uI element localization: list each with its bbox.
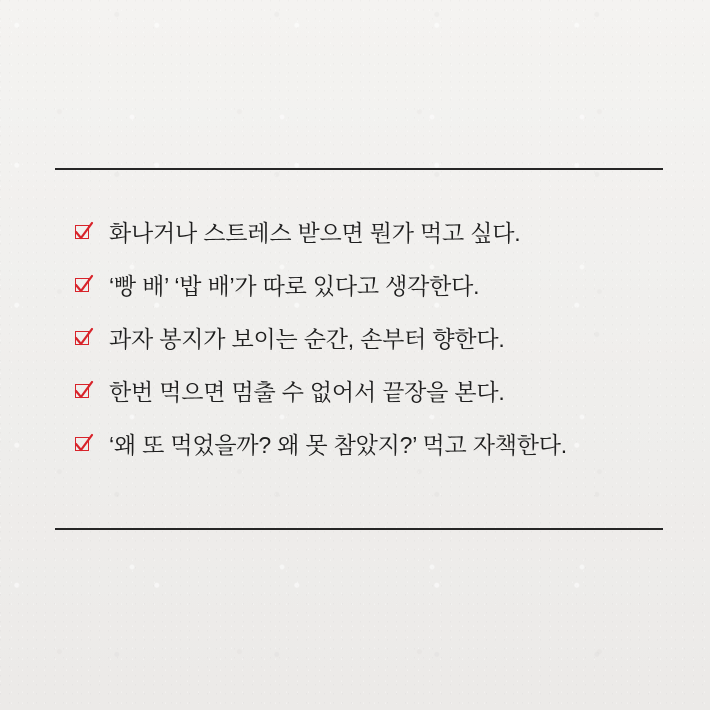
checkbox-checked-icon[interactable] bbox=[75, 278, 91, 294]
check-mark-icon bbox=[74, 221, 94, 243]
check-mark-icon bbox=[74, 380, 94, 402]
list-item[interactable] bbox=[75, 218, 675, 271]
list-item-label: ‘왜 또 먹었을까? 왜 못 참았지?’ 먹고 자책한다. bbox=[109, 432, 567, 458]
top-divider-wrap bbox=[55, 168, 663, 170]
check-mark-icon bbox=[74, 433, 94, 455]
top-divider bbox=[55, 168, 663, 170]
checkbox-checked-icon[interactable] bbox=[75, 225, 91, 241]
list-item-label: ‘빵 배’ ‘밥 배’가 따로 있다고 생각한다. bbox=[109, 273, 480, 299]
list-item-label: 화나거나 스트레스 받으면 뭔가 먹고 싶다. bbox=[109, 220, 521, 246]
checkbox-checked-icon[interactable] bbox=[75, 437, 91, 453]
list-item-label: 과자 봉지가 보이는 순간, 손부터 향한다. bbox=[109, 326, 505, 352]
checkbox-checked-icon[interactable] bbox=[75, 331, 91, 347]
bottom-divider bbox=[55, 528, 663, 530]
checklist bbox=[75, 218, 675, 483]
checkbox-checked-icon[interactable] bbox=[75, 384, 91, 400]
list-item[interactable] bbox=[75, 324, 675, 377]
check-mark-icon bbox=[74, 274, 94, 296]
list-item-label: 한번 먹으면 멈출 수 없어서 끝장을 본다. bbox=[109, 379, 505, 405]
check-mark-icon bbox=[74, 327, 94, 349]
list-item[interactable] bbox=[75, 377, 675, 430]
list-item[interactable] bbox=[75, 430, 675, 483]
list-item[interactable] bbox=[75, 271, 675, 324]
